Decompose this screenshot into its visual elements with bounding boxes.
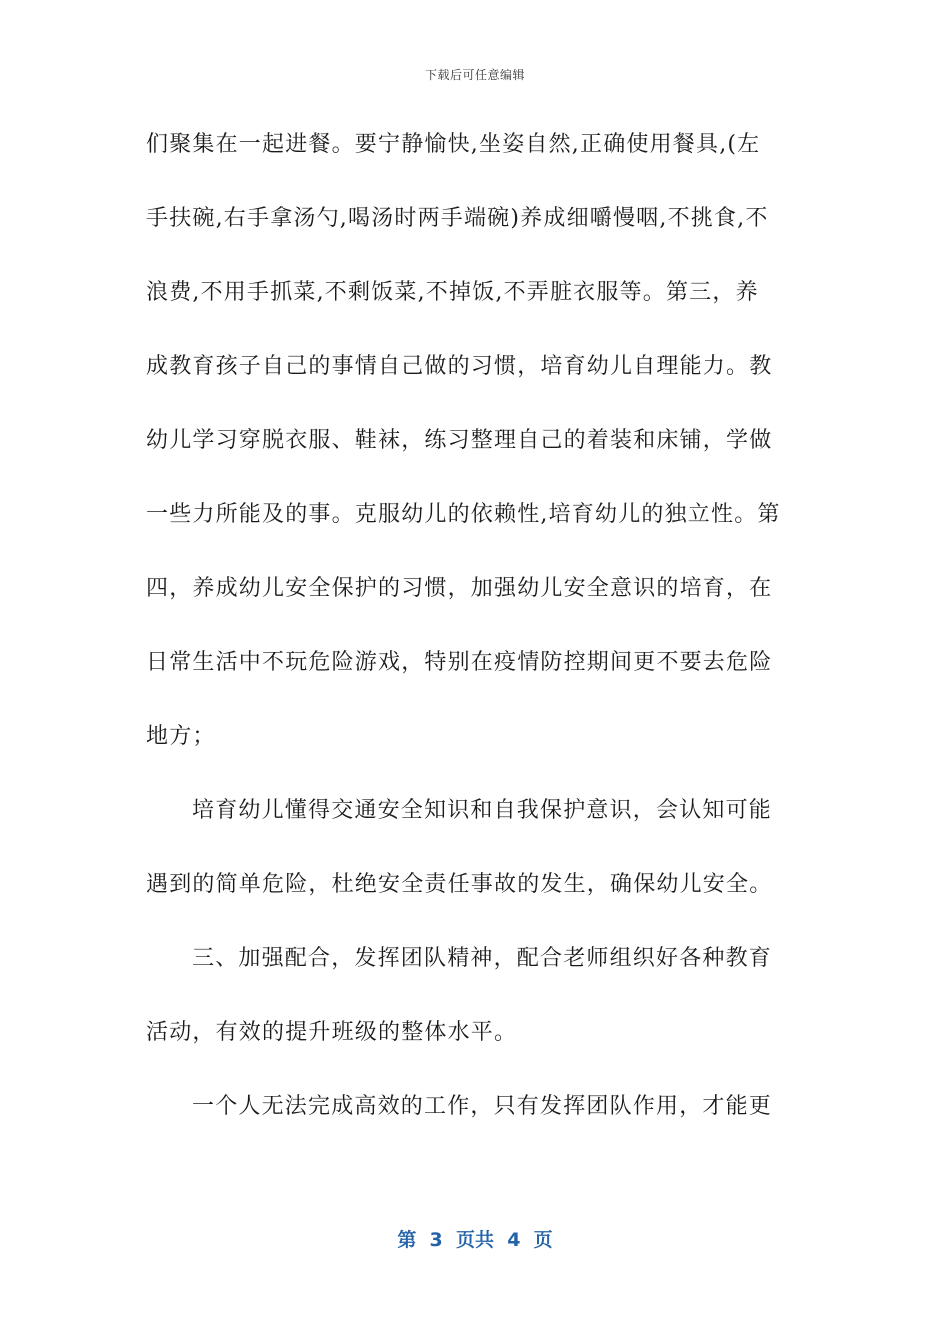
text-line: 日常生活中不玩危险游戏，特别在疫情防控期间更不要去危险 <box>146 650 773 675</box>
section-heading-line: 三、加强配合，发挥团队精神，配合老师组织好各种教育 <box>192 946 773 971</box>
text-line: 成教育孩子自己的事情自己做的习惯，培育幼儿自理能力。教 <box>146 354 773 379</box>
text-line: 手扶碗,右手拿汤勺,喝汤时两手端碗)养成细嚼慢咽,不挑食,不 <box>146 206 769 231</box>
page-number-footer: 第 3 页共 4 页 <box>397 1229 553 1251</box>
text-line: 幼儿学习穿脱衣服、鞋袜，练习整理自己的着装和床铺，学做 <box>146 428 773 453</box>
text-line: 浪费,不用手抓菜,不剩饭菜,不掉饭,不弄脏衣服等。第三，养 <box>146 280 759 305</box>
text-line: 活动，有效的提升班级的整体水平。 <box>146 1020 518 1045</box>
text-line: 遇到的简单危险，杜绝安全责任事故的发生，确保幼儿安全。 <box>146 872 773 897</box>
page-header: 下载后可任意编辑 <box>424 68 525 82</box>
text-line: 地方； <box>146 724 216 749</box>
text-line: 四，养成幼儿安全保护的习惯，加强幼儿安全意识的培育，在 <box>146 576 773 601</box>
paragraph-start-line: 一个人无法完成高效的工作，只有发挥团队作用，才能更 <box>192 1094 773 1119</box>
text-line: 们聚集在一起进餐。要宁静愉快,坐姿自然,正确使用餐具,(左 <box>146 132 761 157</box>
text-line: 一些力所能及的事。克服幼儿的依赖性,培育幼儿的独立性。第 <box>146 502 781 527</box>
body-text <box>146 120 806 1156</box>
paragraph-start-line: 培育幼儿懂得交通安全知识和自我保护意识，会认知可能 <box>192 798 773 823</box>
